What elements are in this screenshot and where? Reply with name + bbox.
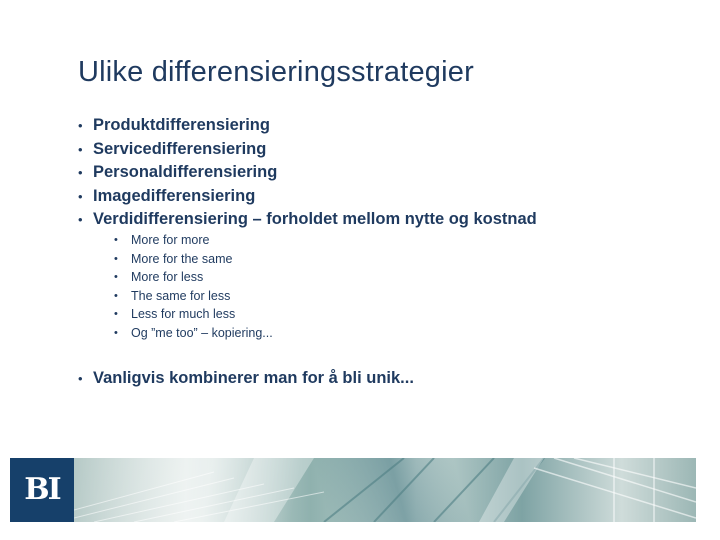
sub-bullet-item: • More for the same [114, 250, 273, 269]
sub-bullet-item: • The same for less [114, 287, 273, 306]
main-bullet-list [78, 114, 537, 232]
sub-bullet-item: • Og ”me too” – kopiering... [114, 324, 273, 343]
bullet-item: • Servicedifferensiering [78, 138, 537, 162]
final-bullet-list [78, 367, 414, 390]
bullet-item: • Personaldifferensiering [78, 161, 537, 185]
bi-logo [10, 458, 74, 522]
sub-bullet-item: • More for less [114, 268, 273, 287]
architecture-photo [74, 458, 696, 522]
bullet-item: • Imagedifferensiering [78, 185, 537, 209]
sub-bullet-list [114, 231, 273, 343]
architecture-photo-lines [74, 458, 696, 522]
slide-title: Ulike differensieringsstrategier [78, 56, 474, 88]
bullet-item: • Produktdifferensiering [78, 114, 537, 138]
sub-bullet-item: • More for more [114, 231, 273, 250]
sub-bullet-item: • Less for much less [114, 305, 273, 324]
bi-logo-text: BI [24, 472, 60, 507]
footer-banner [10, 458, 696, 522]
bullet-item: • Verdidifferensiering – forholdet mellom nytte og kostnad [78, 208, 537, 232]
final-bullet-item: • Vanligvis kombinerer man for å bli unik... [78, 367, 414, 390]
